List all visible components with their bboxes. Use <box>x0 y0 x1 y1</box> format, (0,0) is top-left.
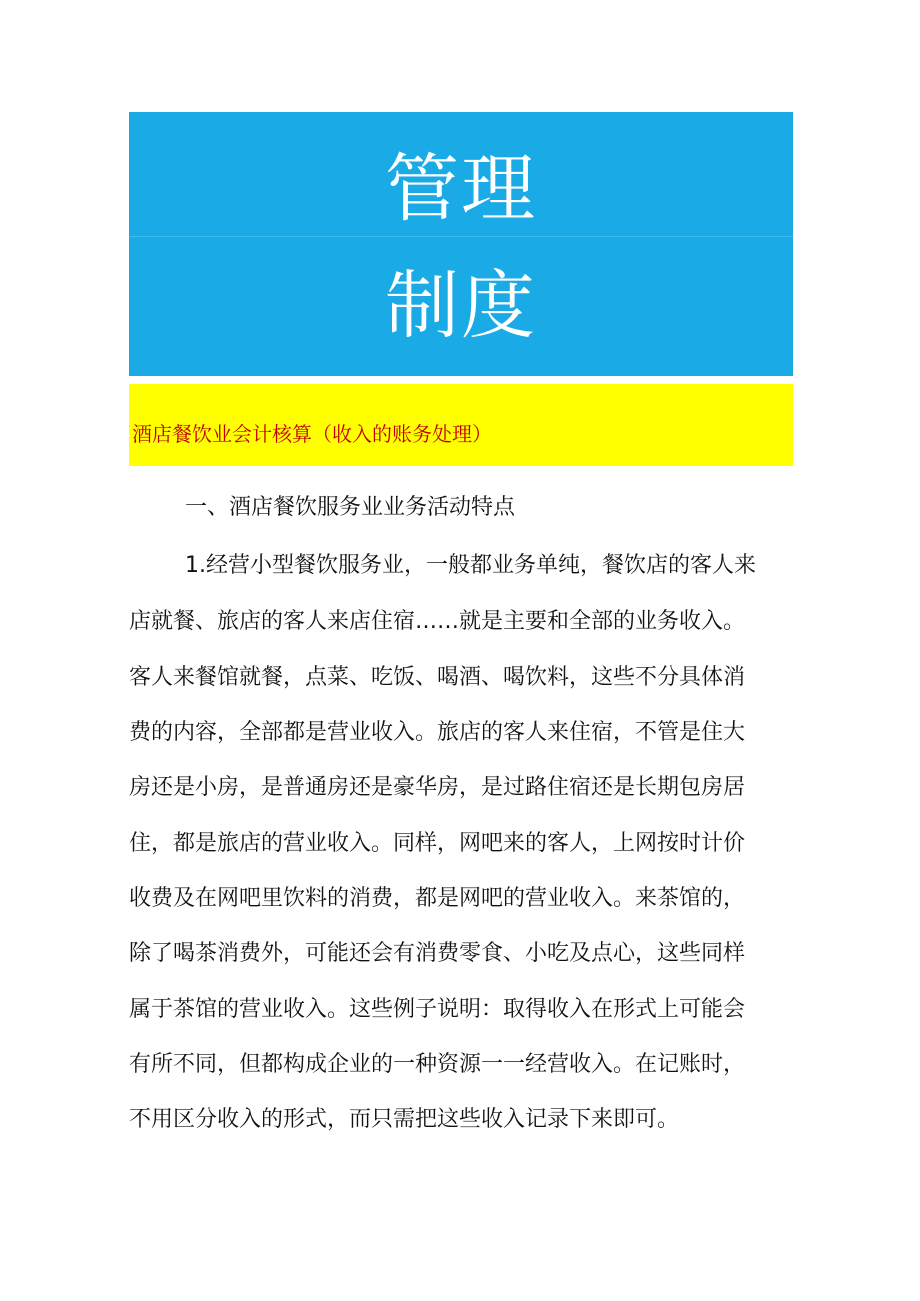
paragraph-line: 1.经营小型餐饮服务业，一般都业务单纯，餐饮店的客人来 <box>185 553 756 578</box>
paragraph-line: 客人来餐馆就餐，点菜、吃饭、喝酒、喝饮料，这些不分具体消 <box>129 665 746 690</box>
cover-banner <box>129 112 793 376</box>
paragraph-line: 除了喝茶消费外，可能还会有消费零食、小吃及点心，这些同样 <box>129 941 746 966</box>
paragraph-line: 收费及在网吧里饮料的消费，都是网吧的营业收入。来茶馆的， <box>129 886 746 911</box>
paragraph-line: 店就餐、旅店的客人来店住宿……就是主要和全部的业务收入。 <box>129 609 746 634</box>
paragraph-line: 费的内容，全部都是营业收入。旅店的客人来住宿，不管是住大 <box>129 720 746 745</box>
paragraph-line: 房还是小房，是普通房还是豪华房，是过路住宿还是长期包房居 <box>129 775 746 800</box>
section-heading: 一、酒店餐饮服务业业务活动特点 <box>185 495 516 520</box>
paragraph-line: 住，都是旅店的营业收入。同样，网吧来的客人，上网按时计价 <box>129 831 746 856</box>
cover-divider <box>129 236 793 237</box>
paragraph-line: 有所不同，但都构成企业的一种资源一一经营收入。在记账时， <box>129 1052 746 1077</box>
cover-title-line-1: 管理 <box>385 146 537 232</box>
paragraph-line: 属于茶馆的营业收入。这些例子说明：取得收入在形式上可能会 <box>129 997 746 1022</box>
document-subtitle: 酒店餐饮业会计核算（收入的账务处理） <box>132 422 492 446</box>
cover-title-line-2: 制度 <box>385 263 537 349</box>
paragraph-line: 不用区分收入的形式，而只需把这些收入记录下来即可。 <box>129 1107 680 1132</box>
subtitle-bar <box>129 384 793 466</box>
